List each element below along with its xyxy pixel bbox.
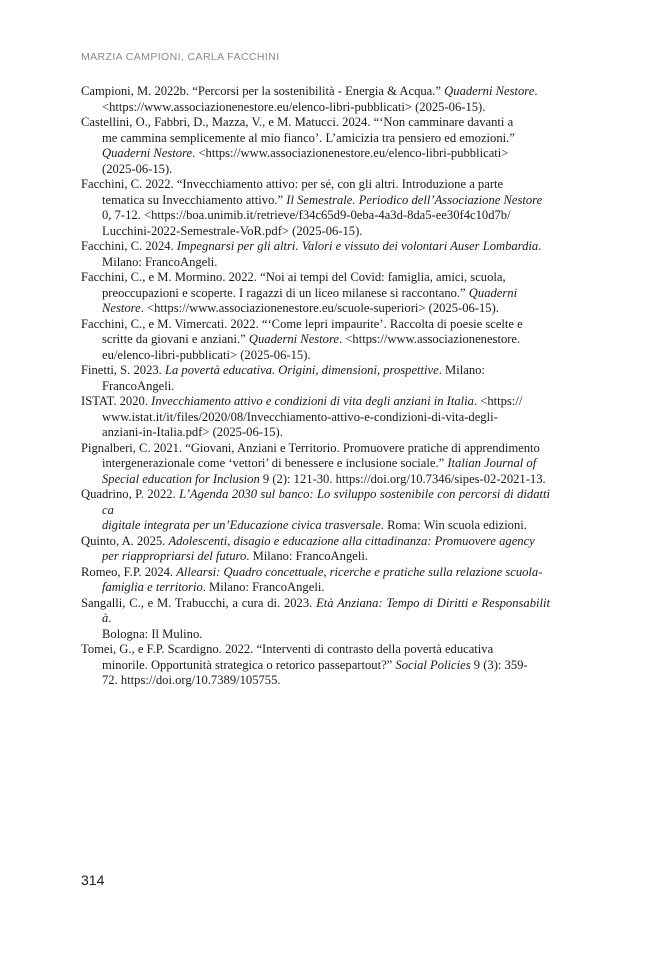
running-head: MARZIA CAMPIONI, CARLA FACCHINI: [81, 51, 280, 63]
reference-text: . <https://www.associazionenestore.eu/elenco-libri-pubblicati> (2025-06-15).: [102, 84, 538, 114]
reference-text: 0, 7-12. <https://boa.unimib.it/retrieve/f34c65d9-0eba-4a3d-8da5-ee30f4c10d7b/ Lucchini-2022-Semestrale-VoR.pdf> (2025-06-15).: [102, 208, 511, 238]
reference-title-italic: Impegnarsi per gli altri. Valori e vissuto dei volontari Auser Lombardia: [176, 239, 539, 253]
reference-text: 9 (2): 121-30. https://doi.org/10.7346/sipes-02-2021-13.: [259, 471, 546, 486]
reference-text: . Bologna: Il Mulino.: [102, 611, 203, 641]
reference-title-italic: Età Anziana: Tempo di Diritti e Responsabilità: [102, 595, 550, 625]
reference-text: Romeo, F.P. 2024.: [81, 564, 177, 579]
reference-entry: [81, 394, 550, 441]
reference-entry: [81, 487, 550, 534]
reference-text: Facchini, C. 2024.: [81, 239, 177, 253]
reference-text: Finetti, S. 2023.: [81, 363, 165, 377]
page-number: 314: [81, 872, 105, 888]
reference-text: . Roma: Win scuola edizioni.: [380, 518, 527, 532]
reference-title-italic: Invecchiamento attivo e condizioni di vita degli anziani in Italia: [151, 394, 474, 408]
reference-text: . <https://www.associazionenestore.eu/scuole-superiori> (2025-06-15).: [140, 301, 499, 315]
reference-title-italic: Quaderni Nestore: [444, 84, 535, 98]
reference-text: . Milano: FrancoAngeli.: [102, 239, 542, 269]
reference-text: 9 (3): 359- 72. https://doi.org/10.7389/105755.: [102, 657, 528, 687]
reference-text: . Milano: FrancoAngeli.: [246, 549, 368, 563]
reference-entry: [81, 363, 550, 394]
reference-text: Pignalberi, C. 2021. “Giovani, Anziani e Territorio. Promuovere pratiche di apprendimento intergenerazionale come ‘vettori’ di benessere e inclusione sociale.”: [81, 440, 540, 470]
reference-entry: [81, 177, 550, 239]
reference-entry: [81, 84, 550, 115]
reference-title-italic: La povertà educativa. Origini, dimensioni, prospettive: [164, 363, 439, 377]
reference-title-italic: L’Agenda 2030 sul banco: Lo sviluppo sostenibile con percorsi di didattica digitale integrata per un’Educazione civica trasversale: [102, 487, 550, 532]
reference-text: . <https://www.associazionenestore. eu/elenco-libri-pubblicati> (2025-06-15).: [102, 332, 521, 362]
reference-title-italic: Allearsi: Quadro concettuale, ricerche e pratiche sulla relazione scuola- famiglia e territorio: [102, 564, 543, 594]
reference-entry: [81, 596, 550, 643]
reference-text: ISTAT. 2020.: [81, 394, 152, 408]
reference-title-italic: Il Semestrale. Periodico dell’Associazione Nestore: [286, 192, 543, 207]
reference-title-italic: Social Policies: [395, 657, 471, 672]
reference-text: . Milano: FrancoAngeli.: [102, 363, 485, 393]
reference-entry: [81, 642, 550, 689]
reference-title-italic: Quaderni Nestore: [102, 285, 518, 315]
reference-entry: [81, 115, 550, 177]
reference-text: Castellini, O., Fabbri, D., Mazza, V., e M. Matucci. 2024. “‘Non camminare davanti a me cammina semplicemente al mio fianco’. L’amicizia tra pensiero ed emozioni.”: [81, 115, 515, 145]
reference-text: Quinto, A. 2025.: [81, 533, 169, 548]
reference-entry: [81, 239, 550, 270]
reference-title-italic: Quaderni Nestore: [248, 332, 340, 346]
reference-text: Facchini, C. 2022. “Invecchiamento attivo: per sé, con gli altri. Introduzione a parte tematica su Invecchiamento attivo.”: [81, 177, 504, 207]
reference-entry: [81, 441, 550, 488]
reference-entry: [81, 565, 550, 596]
reference-text: Sangalli, C., e M. Trabucchi, a cura di. 2023.: [81, 595, 317, 610]
reference-text: . <https://www.associazionenestore.eu/elenco-libri-pubblicati> (2025-06-15).: [102, 146, 509, 176]
reference-list: [81, 84, 550, 689]
reference-entry: [81, 534, 550, 565]
reference-title-italic: Adolescenti, disagio e educazione alla cittadinanza: Promuovere agency per riappropriarsi del futuro: [102, 533, 535, 563]
reference-text: Quadrino, P. 2022.: [81, 487, 180, 501]
reference-text: Facchini, C., e M. Vimercati. 2022. “‘Come lepri impaurite’. Raccolta di poesie scelte e scritte da giovani e anziani.”: [81, 316, 523, 346]
reference-text: Tomei, G., e F.P. Scardigno. 2022. “Interventi di contrasto della povertà educativa minorile. Opportunità strategica o retorico passepartout?”: [81, 642, 494, 672]
reference-text: . <https:// www.istat.it/it/files/2020/08/Invecchiamento-attivo-e-condizioni-di-vita-degli- anziani-in-Italia.pdf> (2025-06-15).: [102, 394, 523, 439]
reference-text: . Milano: FrancoAngeli.: [202, 580, 325, 594]
reference-title-italic: Italian Journal of Special education for Inclusion: [102, 456, 537, 486]
reference-entry: [81, 317, 550, 364]
reference-entry: [81, 270, 550, 317]
reference-text: Campioni, M. 2022b. “Percorsi per la sostenibilità - Energia & Acqua.”: [81, 84, 445, 98]
reference-text: Facchini, C., e M. Mormino. 2022. “Noi ai tempi del Covid: famiglia, amici, scuola, preoccupazioni e scoperte. I ragazzi di un liceo milanese si raccontano.”: [81, 270, 506, 300]
reference-title-italic: Quaderni Nestore: [102, 146, 193, 160]
